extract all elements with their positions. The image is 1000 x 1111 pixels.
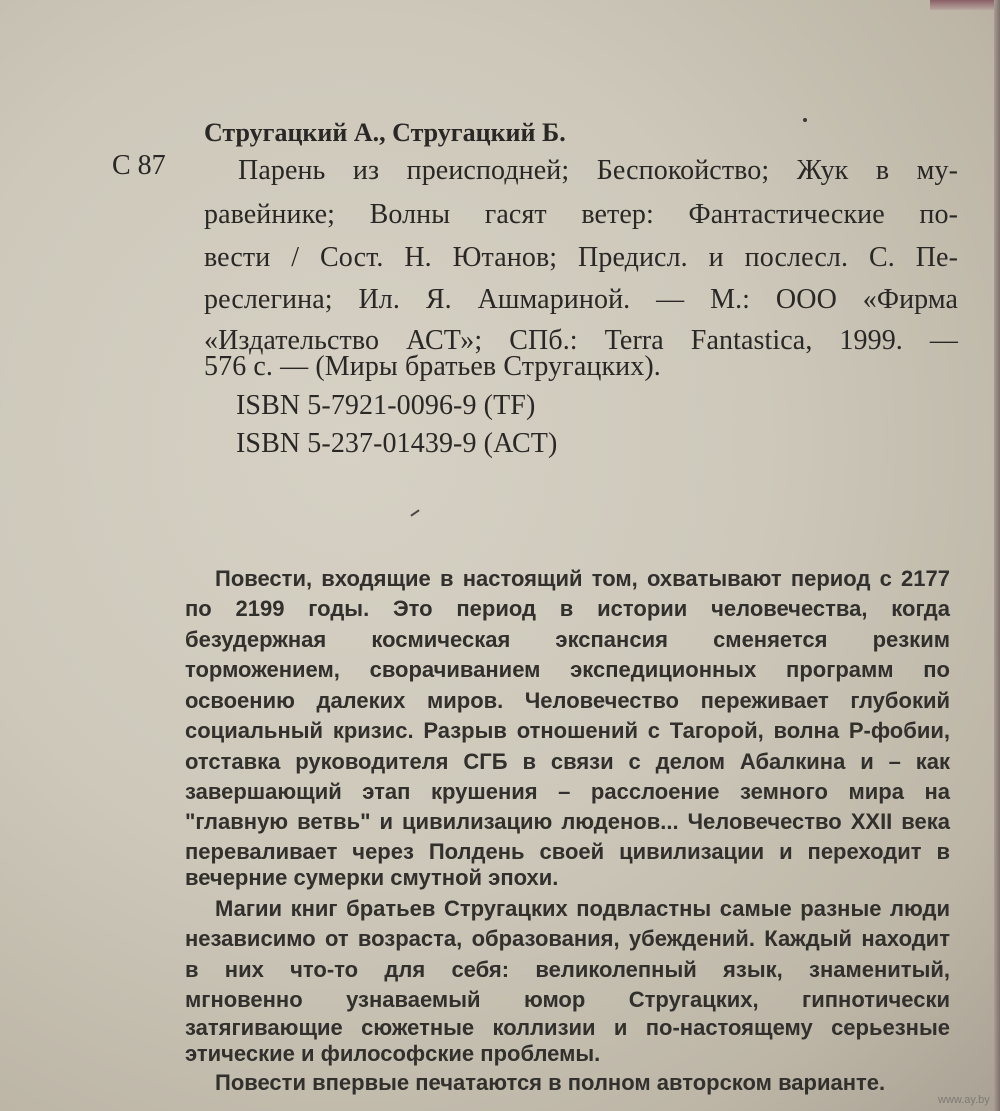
print-speck	[410, 509, 419, 516]
annotation-line: мгновенно узнаваемый юмор Стругацких, гипнотически	[185, 987, 950, 1012]
biblio-line-3: вести / Сост. Н. Ютанов; Предисл. и послесл. С. Пе-	[204, 242, 958, 273]
annotation-line: Повести, входящие в настоящий том, охватывают период с 2177	[215, 566, 950, 591]
annotation-line: этические и философские проблемы.	[185, 1041, 601, 1066]
annotation-line: завершающий этап крушения – расслоение земного мира на	[185, 779, 950, 804]
annotation-line: "главную ветвь" и цивилизацию люденов... Человечество XXII века	[185, 809, 950, 834]
annotation-line: независимо от возраста, образования, убеждений. Каждый находит	[185, 926, 950, 951]
annotation-line: социальный кризис. Разрыв отношений с Тагорой, волна Р-фобии,	[185, 718, 950, 743]
author-heading: Стругацкий А., Стругацкий Б.	[204, 118, 566, 147]
print-speck	[803, 118, 807, 122]
library-code: С 87	[112, 150, 166, 181]
biblio-line-2: равейнике; Волны гасят ветер: Фантастические по-	[204, 199, 958, 230]
book-cover-edge-top	[930, 0, 1000, 10]
annotation-line: вечерние сумерки смутной эпохи.	[185, 865, 559, 890]
watermark: www.ay.by	[938, 1094, 990, 1106]
isbn-act: ISBN 5-237-01439-9 (АСТ)	[236, 428, 558, 459]
annotation-line: затягивающие сюжетные коллизии и по-настоящему серьезные	[185, 1015, 950, 1040]
biblio-line-4: реслегина; Ил. Я. Ашмариной. — М.: ООО «Фирма	[204, 284, 958, 315]
annotation-line: в них что-то для себя: великолепный язык, знаменитый,	[185, 957, 950, 982]
annotation-line: отставка руководителя СГБ в связи с делом Абалкина и – как	[185, 749, 950, 774]
biblio-line-5: «Издательство АСТ»; СПб.: Terra Fantastica, 1999. —	[204, 325, 958, 356]
annotation-line: освоению далеких миров. Человечество переживает глубокий	[185, 688, 950, 713]
annotation-line: безудержная космическая экспансия сменяется резким	[185, 627, 950, 652]
biblio-line-1: Парень из преисподней; Беспокойство; Жук в му-	[238, 155, 958, 186]
biblio-line-6: 576 с. — (Миры братьев Стругацких).	[204, 351, 661, 382]
isbn-tf: ISBN 5-7921-0096-9 (TF)	[236, 390, 536, 421]
annotation-line: Повести впервые печатаются в полном авторском варианте.	[215, 1070, 886, 1095]
book-cover-edge-right	[994, 0, 1000, 1111]
annotation-line: по 2199 годы. Это период в истории человечества, когда	[185, 596, 950, 621]
annotation-line: переваливает через Полдень своей цивилизации и переходит в	[185, 839, 950, 864]
annotation-line: торможением, сворачиванием экспедиционных программ по	[185, 657, 950, 682]
annotation-line: Магии книг братьев Стругацких подвластны самые разные люди	[215, 896, 950, 921]
